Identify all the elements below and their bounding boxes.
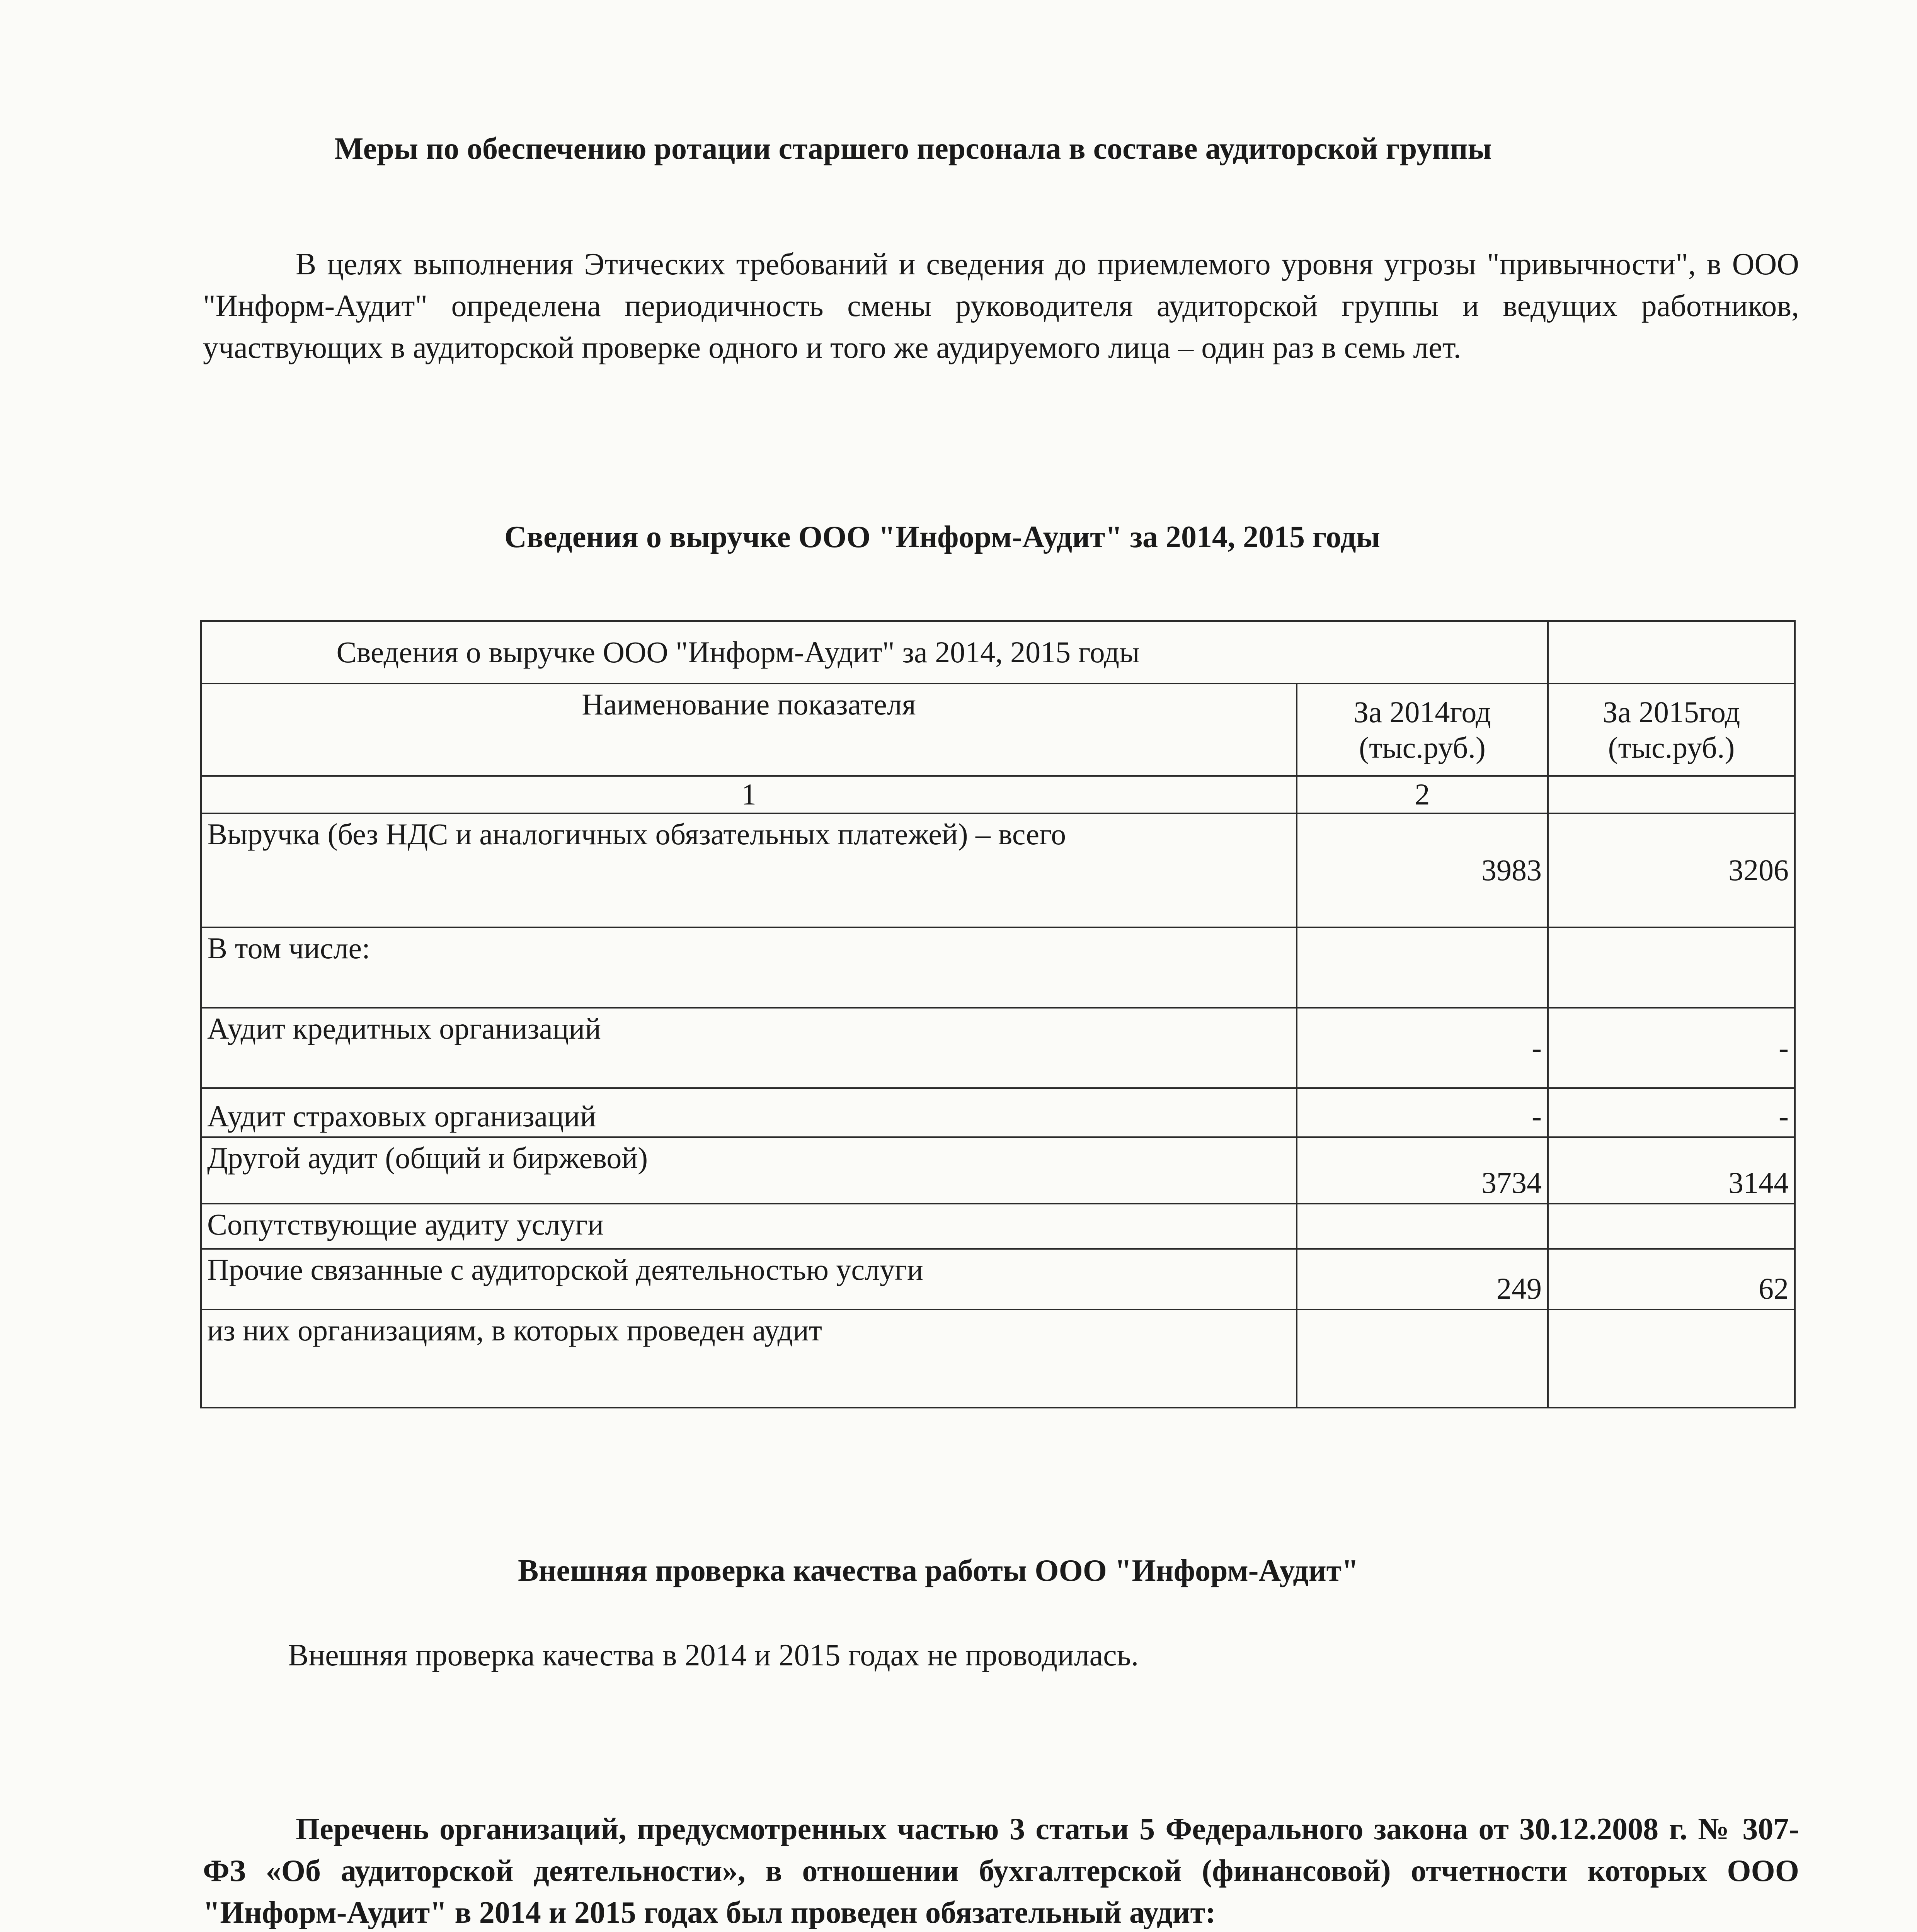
row-value-2015: 3206 — [1548, 813, 1795, 927]
row-label: Прочие связанные с аудиторской деятельностью услуги — [201, 1249, 1297, 1310]
table-row — [201, 1088, 1795, 1137]
table-row — [201, 1137, 1795, 1204]
row-value-2014 — [1297, 1310, 1548, 1408]
table-caption-row — [201, 621, 1795, 684]
table-row — [201, 1008, 1795, 1088]
table-header-row — [201, 684, 1795, 776]
row-label: В том числе: — [201, 927, 1297, 1008]
revenue-title: Сведения о выручке ООО "Информ-Аудит" за 2014, 2015 годы — [504, 520, 1381, 554]
row-value-2014 — [1297, 1204, 1548, 1249]
row-label: Сопутствующие аудиту услуги — [201, 1204, 1297, 1249]
row-value-2015 — [1548, 1310, 1795, 1408]
row-value-2015: 62 — [1548, 1249, 1795, 1310]
row-label: Другой аудит (общий и биржевой) — [201, 1137, 1297, 1204]
rotation-text: В целях выполнения Этических требований и сведения до приемлемого уровня угрозы "привычности", в ООО "Информ-Аудит" определена периодичность смены руководителя аудиторской группы и ведущих работников, участвующих в аудиторской проверке одного и того же аудируемого лица – один раз в семь лет. — [203, 247, 1799, 365]
table-row — [201, 1204, 1795, 1249]
row-value-2015 — [1548, 1204, 1795, 1249]
table-row — [201, 927, 1795, 1008]
revenue-table — [200, 620, 1796, 1408]
table-caption: Сведения о выручке ООО "Информ-Аудит" за 2014, 2015 годы — [201, 621, 1548, 684]
row-value-2015: 3144 — [1548, 1137, 1795, 1204]
row-label: Выручка (без НДС и аналогичных обязательных платежей) – всего — [201, 813, 1297, 927]
row-value-2014 — [1297, 927, 1548, 1008]
row-value-2014: 3983 — [1297, 813, 1548, 927]
table-cell — [1548, 621, 1795, 684]
row-label: Аудит кредитных организаций — [201, 1008, 1297, 1088]
row-value-2014: - — [1297, 1008, 1548, 1088]
header-2015: За 2015год (тыс.руб.) — [1548, 684, 1795, 776]
col-number-2: 2 — [1297, 776, 1548, 813]
row-value-2014: - — [1297, 1088, 1548, 1137]
table-number-row — [201, 776, 1795, 813]
quality-text: Внешняя проверка качества в 2014 и 2015 годах не проводилась. — [288, 1638, 1139, 1672]
header-name: Наименование показателя — [201, 684, 1297, 776]
row-value-2015: - — [1548, 1088, 1795, 1137]
row-label: из них организациям, в которых проведен аудит — [201, 1310, 1297, 1408]
table-row — [201, 1249, 1795, 1310]
rotation-title: Меры по обеспечению ротации старшего персонала в составе аудиторской группы — [334, 132, 1492, 166]
col-number-1: 1 — [201, 776, 1297, 813]
quality-title: Внешняя проверка качества работы ООО "Информ-Аудит" — [518, 1554, 1359, 1588]
row-value-2015 — [1548, 927, 1795, 1008]
row-value-2014: 3734 — [1297, 1137, 1548, 1204]
table-row — [201, 1310, 1795, 1408]
row-value-2014: 249 — [1297, 1249, 1548, 1310]
table-row — [201, 813, 1795, 927]
row-label: Аудит страховых организаций — [201, 1088, 1297, 1137]
header-2014: За 2014год (тыс.руб.) — [1297, 684, 1548, 776]
orgs-intro: Перечень организаций, предусмотренных частью 3 статьи 5 Федерального закона от 30.12.2008 г. № 307-ФЗ «Об аудиторской деятельности», в отношении бухгалтерской (финансовой) отчетности которых ООО "Информ-Аудит" в 2014 и 2015 годах был проведен обязательный аудит: — [203, 1812, 1799, 1930]
table-cell — [1548, 776, 1795, 813]
row-value-2015: - — [1548, 1008, 1795, 1088]
